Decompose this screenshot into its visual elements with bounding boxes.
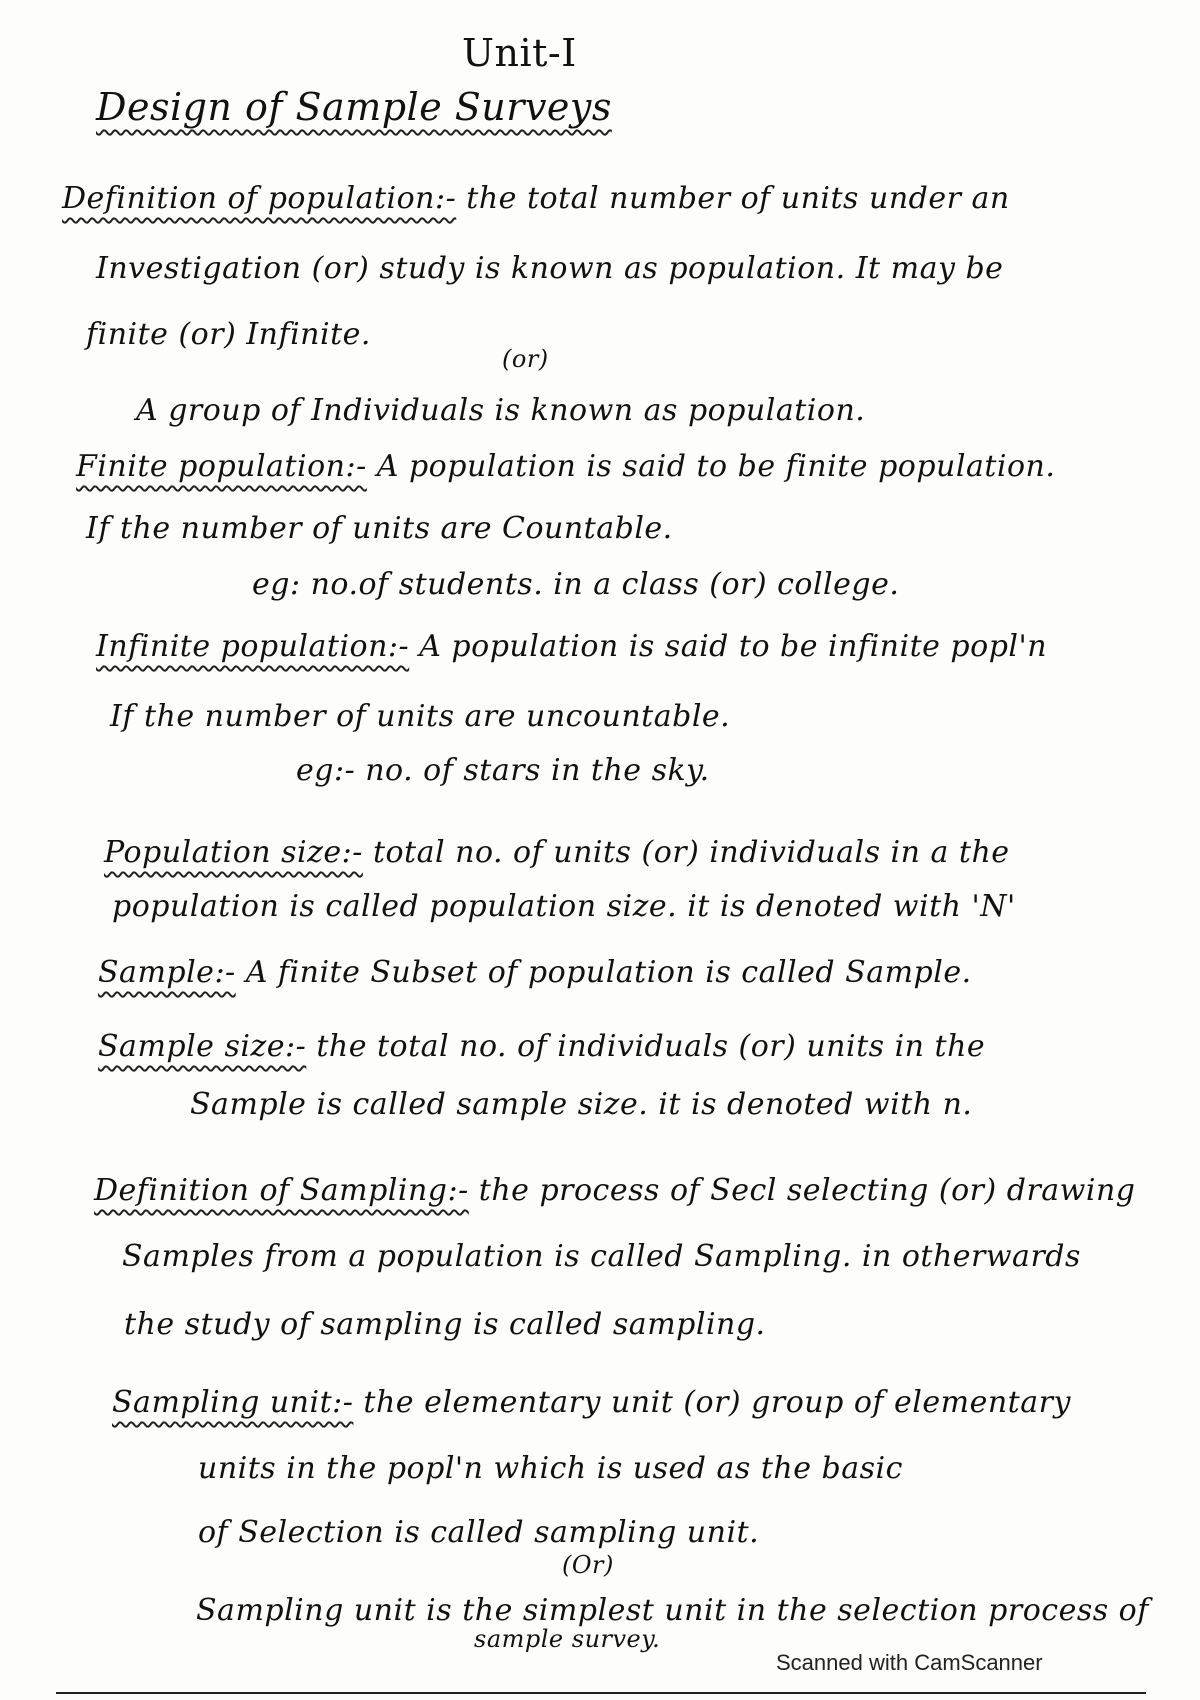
line-17: Definition of Sampling:- the process of Secl selecting (or) drawing: [94, 1173, 1136, 1208]
line-15: Sample size:- the total no. of individuals (or) units in the: [98, 1029, 986, 1064]
line-13: population is called population size. it is denoted with 'N': [112, 889, 1016, 924]
line-21: units in the popl'n which is used as the basic: [198, 1451, 903, 1486]
line-23: (Or): [562, 1551, 614, 1579]
line-6: Finite population:- A population is said to be finite population.: [76, 449, 1056, 484]
line-18: Samples from a population is called Sampling. in otherwards: [122, 1239, 1081, 1274]
line-10: If the number of units are uncountable.: [110, 699, 731, 734]
line-20: Sampling unit:- the elementary unit (or) group of elementary: [112, 1385, 1071, 1420]
line-5: A group of Individuals is known as population.: [136, 393, 866, 428]
line-2: Investigation (or) study is known as population. It may be: [96, 251, 1004, 286]
line-22: of Selection is called sampling unit.: [198, 1515, 760, 1550]
line-24: Sampling unit is the simplest unit in the selection process of: [196, 1593, 1149, 1628]
line-12: Population size:- total no. of units (or) individuals in a the: [104, 835, 1010, 870]
scanner-footer: Scanned with CamScanner: [776, 1650, 1043, 1675]
line-9: Infinite population:- A population is said to be infinite popl'n: [96, 629, 1048, 664]
main-title: Design of Sample Surveys: [96, 85, 612, 129]
line-25: sample survey.: [474, 1625, 661, 1653]
line-8: eg: no.of students. in a class (or) college.: [252, 567, 900, 602]
unit-title: Unit-I: [462, 31, 577, 75]
line-4: (or): [502, 345, 549, 373]
line-1: Definition of population:- the total number of units under an: [62, 181, 1010, 216]
line-7: If the number of units are Countable.: [86, 511, 673, 546]
line-19: the study of sampling is called sampling.: [124, 1307, 766, 1342]
line-14: Sample:- A finite Subset of population is called Sample.: [98, 955, 972, 990]
line-16: Sample is called sample size. it is denoted with n.: [190, 1087, 973, 1122]
line-11: eg:- no. of stars in the sky.: [296, 753, 710, 788]
bottom-rule: [56, 1692, 1146, 1694]
line-3: finite (or) Infinite.: [86, 317, 371, 352]
